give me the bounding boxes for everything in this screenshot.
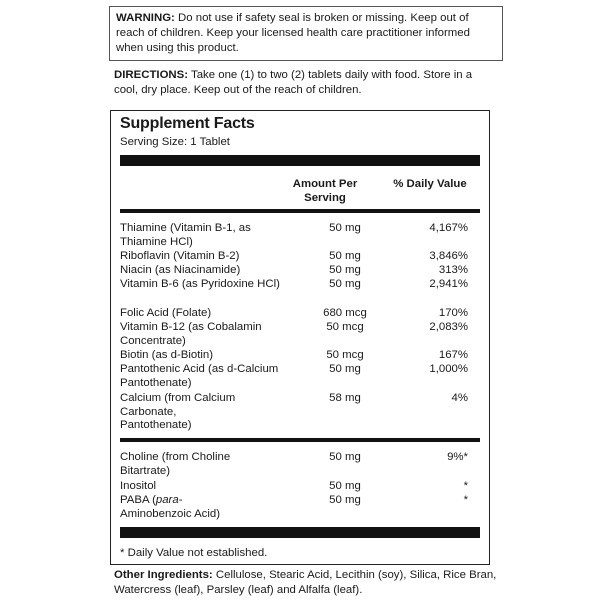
serving-size: Serving Size: 1 Tablet [120, 136, 230, 148]
directions-body: Take one (1) to two (2) tablets daily with food. Store in a cool, dry place. Keep out of the reach of children. [114, 69, 473, 96]
nutrient-name: Pantothenic Acid (as d-Calcium Pantothenate) [120, 363, 279, 389]
other-ingredients [114, 568, 504, 598]
nutrient-name: Vitamin B-12 (as Cobalamin Concentrate) [120, 321, 262, 347]
nutrient-dv: 2,941% [429, 278, 468, 290]
nutrient-amount: 50 mg [329, 494, 361, 506]
warning-label: WARNING: [116, 12, 175, 24]
other-ingredients-label: Other Ingredients: [114, 569, 213, 581]
thick-divider [120, 155, 480, 166]
nutrient-amount: 50 mcg [326, 321, 364, 333]
header-amount: Amount Per Serving [292, 178, 358, 204]
nutrient-name: Thiamine (Vitamin B-1, as Thiamine HCl) [120, 222, 251, 248]
header-daily-value: % Daily Value [393, 178, 467, 190]
nutrient-amount: 58 mg [329, 392, 361, 404]
nutrient-amount: 50 mg [329, 278, 361, 290]
nutrient-name: Biotin (as d-Biotin) [120, 349, 214, 361]
directions-text [114, 68, 499, 98]
nutrient-name: Folic Acid (Folate) [120, 307, 212, 319]
nutrient-amount: 50 mg [329, 264, 361, 276]
other-ingredients-text: Cellulose, Stearic Acid, Lecithin (soy), Silica, Rice Bran, Watercress (leaf), Parsley (leaf) and Alfalfa (leaf). [114, 569, 497, 596]
warning-box [109, 6, 503, 61]
nutrient-name: Vitamin B-6 (as Pyridoxine HCl) [120, 278, 280, 290]
footnote: * Daily Value not established. [120, 547, 268, 559]
directions-label: DIRECTIONS: [114, 69, 189, 81]
nutrient-dv: 1,000% [429, 363, 468, 375]
header-divider [120, 209, 480, 213]
nutrient-name: Calcium (from Calcium Carbonate, Pantothenate) [120, 392, 236, 431]
nutrient-dv: 9%* [447, 451, 468, 463]
nutrient-dv: 4,167% [429, 222, 468, 234]
thick-divider [120, 527, 480, 538]
nutrient-amount: 50 mg [329, 222, 361, 234]
nutrient-amount: 50 mg [329, 480, 361, 492]
nutrient-dv: * [463, 494, 468, 506]
nutrient-amount: 680 mcg [323, 307, 367, 319]
nutrient-dv: * [463, 480, 468, 492]
nutrient-name: Choline (from Choline Bitartrate) [120, 451, 231, 477]
nutrient-dv: 3,846% [429, 250, 468, 262]
nutrient-name: Riboflavin (Vitamin B-2) [120, 250, 240, 262]
paba-prefix: PABA ( [120, 494, 156, 506]
nutrient-amount: 50 mg [329, 451, 361, 463]
nutrient-name: Niacin (as Niacinamide) [120, 264, 241, 276]
nutrient-amount: 50 mcg [326, 349, 364, 361]
nutrient-amount: 50 mg [329, 363, 361, 375]
paba-italic: para [155, 494, 179, 506]
nutrient-dv: 313% [438, 264, 468, 276]
section-divider [120, 438, 480, 442]
warning-text: Do not use if safety seal is broken or missing. Keep out of reach of children. Keep your licensed health care practitioner informed when using this product. [116, 12, 470, 54]
nutrient-dv: 4% [451, 392, 468, 404]
paba-suffix: -Aminobenzoic Acid) [120, 494, 221, 520]
facts-title: Supplement Facts [120, 115, 255, 132]
nutrient-name [120, 494, 250, 521]
nutrient-dv: 170% [438, 307, 468, 319]
supplement-facts-panel [110, 110, 490, 565]
nutrient-dv: 2,083% [429, 321, 468, 333]
nutrient-name: Inositol [120, 480, 157, 492]
nutrient-amount: 50 mg [329, 250, 361, 262]
nutrient-dv: 167% [438, 349, 468, 361]
